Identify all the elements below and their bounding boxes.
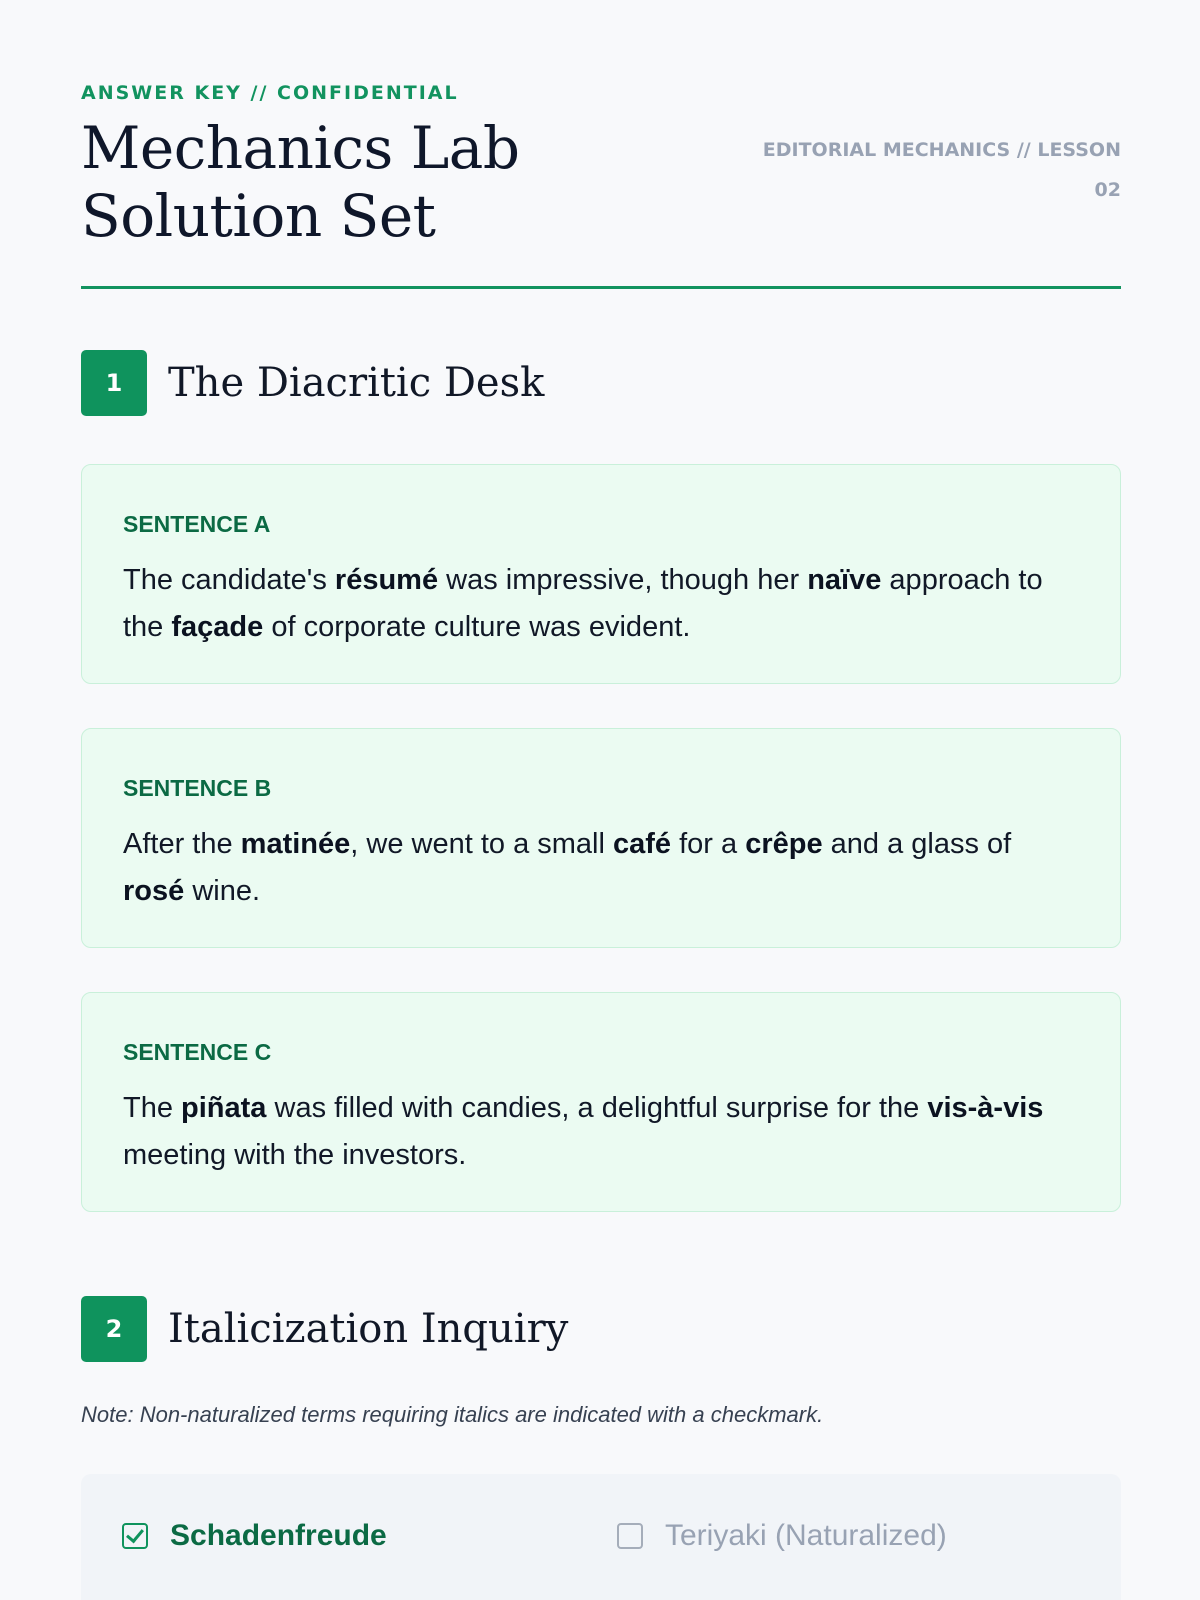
- sentence-fragment: , we went to a small: [350, 828, 613, 860]
- sentence-card: [81, 992, 1121, 1212]
- term-item[interactable]: [617, 1518, 947, 1554]
- eyebrow-label: ANSWER KEY // CONFIDENTIAL: [81, 82, 459, 104]
- sentence-card: [81, 464, 1121, 684]
- lesson-meta: EDITORIAL MECHANICS // LESSON 02: [762, 139, 1121, 201]
- term-label: Teriyaki (Naturalized): [665, 1519, 947, 1552]
- section-number-badge: 1: [81, 350, 147, 416]
- term-checklist: [81, 1474, 1121, 1600]
- italics-note: Note: Non-naturalized terms requiring italics are indicated with a checkmark.: [81, 1402, 824, 1427]
- diacritic-word: résumé: [334, 564, 439, 596]
- sentence-fragment: wine.: [184, 875, 261, 907]
- sentence-card: [81, 728, 1121, 948]
- diacritic-word: vis-à-vis: [927, 1092, 1044, 1124]
- checkbox-icon[interactable]: [122, 1523, 148, 1549]
- diacritic-word: façade: [171, 611, 264, 643]
- sentence-label: SENTENCE B: [123, 775, 272, 801]
- sentence-fragment: approach to the: [123, 564, 1043, 643]
- diacritic-word: naïve: [807, 564, 882, 596]
- sentence-label: SENTENCE A: [123, 511, 271, 537]
- term-label: Schadenfreude: [170, 1519, 387, 1552]
- checkbox-icon[interactable]: [617, 1523, 643, 1549]
- sentence-text: [123, 557, 1080, 651]
- sentence-fragment: was impressive, though her: [438, 564, 808, 596]
- sentence-fragment: After the: [123, 828, 241, 860]
- diacritic-word: piñata: [181, 1092, 267, 1124]
- section-header-1: [81, 350, 544, 416]
- diacritic-word: crêpe: [745, 828, 823, 860]
- sentence-fragment: of corporate culture was evident.: [263, 611, 691, 643]
- section-title: The Diacritic Desk: [168, 360, 545, 406]
- page-title: Mechanics Lab Solution Set: [81, 114, 520, 250]
- diacritic-word: rosé: [123, 875, 185, 907]
- sentence-text: [123, 821, 1080, 915]
- term-item[interactable]: [122, 1518, 387, 1554]
- sentence-fragment: The candidate's: [123, 564, 335, 596]
- sentence-fragment: The: [123, 1092, 182, 1124]
- sentence-label: SENTENCE C: [123, 1039, 272, 1065]
- sentence-fragment: for a: [671, 828, 746, 860]
- section-number-badge: 2: [81, 1296, 147, 1362]
- sentence-fragment: was filled with candies, a delightful surprise for the: [266, 1092, 928, 1124]
- sentence-text: [123, 1085, 1080, 1179]
- sentence-fragment: meeting with the investors.: [123, 1139, 467, 1171]
- sentence-fragment: and a glass of: [822, 828, 1012, 860]
- diacritic-word: café: [613, 828, 672, 860]
- section-header-2: [81, 1296, 568, 1362]
- section-title: Italicization Inquiry: [168, 1306, 569, 1352]
- title-divider: [81, 286, 1121, 289]
- diacritic-word: matinée: [240, 828, 351, 860]
